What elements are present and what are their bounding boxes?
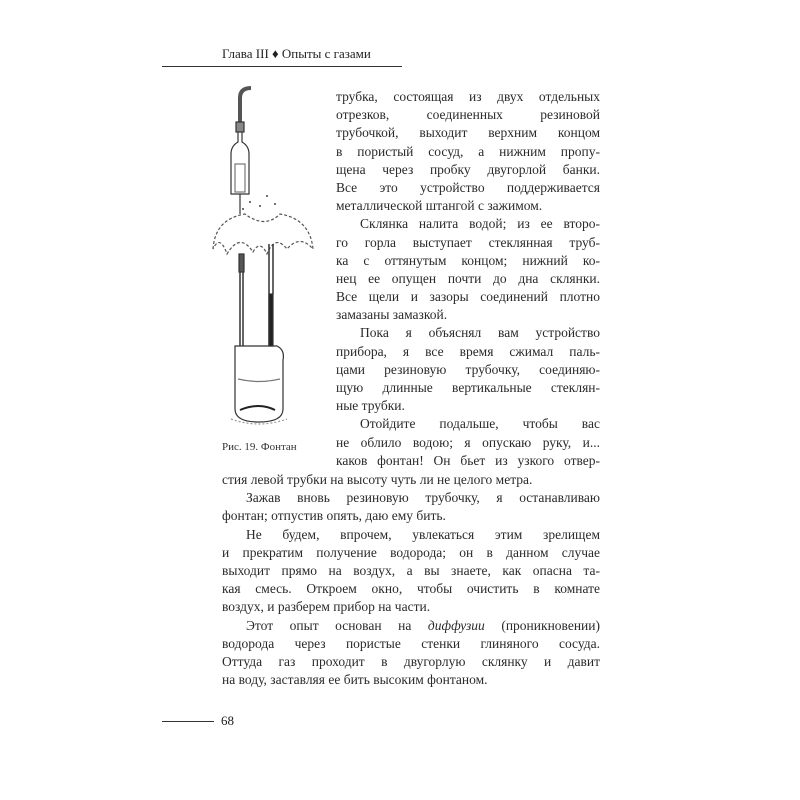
text-line: воздух, и разберем прибор на части. xyxy=(222,599,431,615)
text-line: фонтан; отпустив опять, даю ему бить. xyxy=(222,508,446,524)
text-line xyxy=(222,617,600,635)
text-line: Все щели и зазоры соединений плотно xyxy=(336,289,600,305)
text-line: на воду, заставляя ее бить высоким фонтаном. xyxy=(222,672,488,688)
text-line: замазаны замазкой. xyxy=(336,307,448,323)
text-span: Этот опыт основан на xyxy=(246,617,428,633)
text-line: Отойдите подальше, чтобы вас xyxy=(360,416,600,432)
full-width-text xyxy=(222,471,600,689)
text-line: трубочкой, выходит верхним концом xyxy=(336,125,600,141)
text-line: щена через пробку двугорлой банки. xyxy=(336,161,600,177)
right-column-text xyxy=(336,88,600,470)
fountain-illustration xyxy=(205,84,320,429)
text-span: (проникновении) xyxy=(484,617,600,633)
header-rule xyxy=(162,66,402,67)
text-line: в пористый сосуд, а нижним пропу- xyxy=(336,143,600,159)
text-line: водорода через пористые стенки глиняного сосуда. xyxy=(222,635,600,651)
text-line: нец ее опущен почти до дна склянки. xyxy=(336,270,600,286)
text-line: металлической штангой с зажимом. xyxy=(336,198,543,214)
page-number: 68 xyxy=(221,713,234,728)
text-line: прибора, я все время сжимал паль- xyxy=(336,343,600,359)
text-line: Оттуда газ проходит в двугорлую склянку и давит xyxy=(222,653,600,669)
text-line: Не будем, впрочем, увлекаться этим зрелищем xyxy=(246,526,600,542)
footer-rule xyxy=(162,721,214,722)
text-line: Зажав вновь резиновую трубочку, я останавливаю xyxy=(246,490,600,506)
figure-caption: Рис. 19. Фонтан xyxy=(222,441,297,453)
text-line: Склянка налита водой; из ее второ- xyxy=(360,216,600,232)
text-line: го горла выступает стеклянная труб- xyxy=(336,234,600,250)
text-line: не облило водою; я опускаю руку, и... xyxy=(336,434,600,450)
text-line: цами резиновую трубочку, соединяю- xyxy=(336,361,600,377)
text-line: выходит прямо на воздух, а вы знаете, как опасна та- xyxy=(222,562,600,578)
text-line: Пока я объяснял вам устройство xyxy=(360,325,600,341)
text-line: Все это устройство поддерживается xyxy=(336,179,600,195)
text-line: каков фонтан! Он бьет из узкого отвер- xyxy=(336,452,600,468)
italic-term: диффузии xyxy=(427,617,485,633)
text-line: ка с оттянутым концом; нижний ко- xyxy=(336,252,600,268)
text-line: отрезков, соединенных резиновой xyxy=(336,107,600,123)
text-line: и прекратим получение водорода; он в данном случае xyxy=(222,544,600,560)
running-head: Глава III ♦ Опыты с газами xyxy=(222,46,371,61)
text-line: трубка, состоящая из двух отдельных xyxy=(336,89,600,104)
text-line: стия левой трубки на высоту чуть ли не целого метра. xyxy=(222,472,533,487)
text-line: кая смесь. Откроем окно, чтобы очистить в комнате xyxy=(222,581,600,597)
text-line: щую длинные вертикальные стеклян- xyxy=(336,380,600,395)
text-line: ные трубки. xyxy=(336,398,405,414)
